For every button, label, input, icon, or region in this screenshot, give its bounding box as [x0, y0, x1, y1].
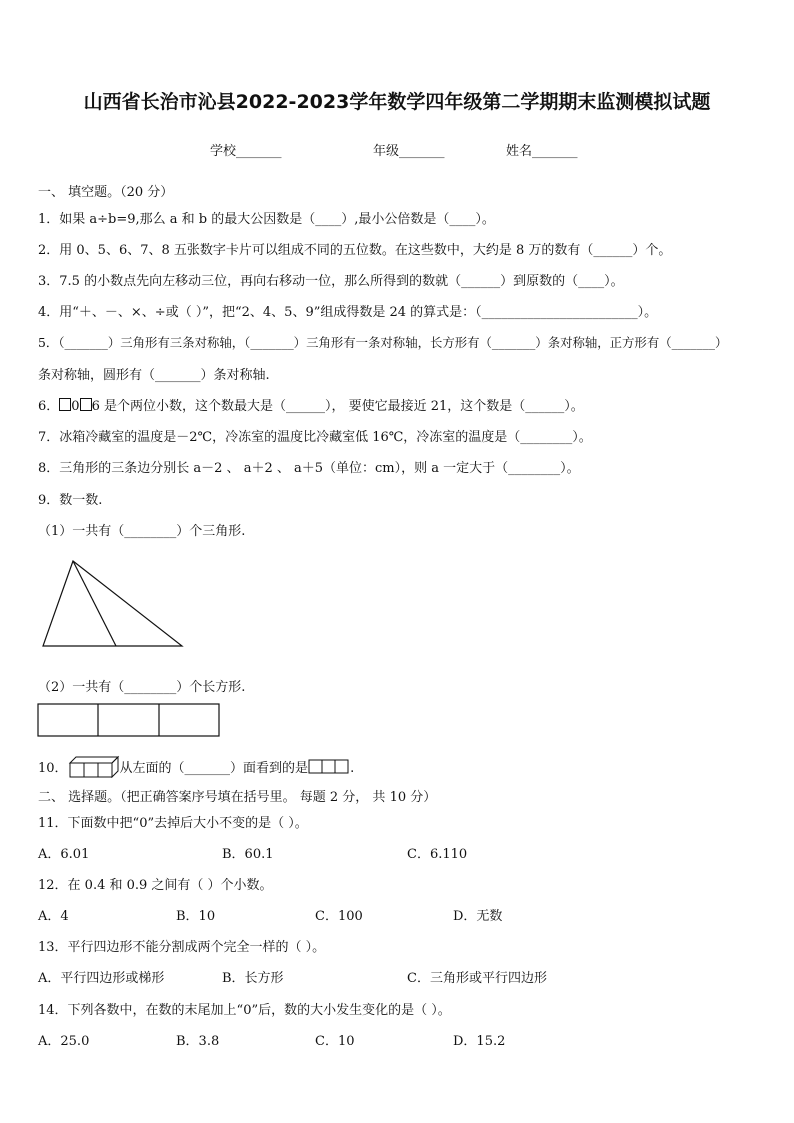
- side-view-icon: [308, 759, 350, 774]
- question-13-option-b: B．长方形: [222, 971, 284, 986]
- question-12-option-d: D．无数: [453, 909, 503, 924]
- question-9-part-1: （1）一共有（________）个三角形.: [38, 524, 246, 539]
- question-5-line-2: 条对称轴，圆形有（_______）条对称轴.: [38, 368, 270, 383]
- question-6-number: 6．: [38, 399, 60, 414]
- section-1-heading: 一、 填空题。（20 分）: [38, 185, 174, 200]
- question-14-option-b: B．3.8: [176, 1034, 220, 1049]
- question-12: 12．在 0.4 和 0.9 之间有（ ）个小数。: [38, 878, 273, 893]
- question-12-option-a: A．4: [38, 909, 69, 924]
- question-10-period: .: [350, 761, 355, 776]
- name-label: 姓名: [506, 144, 533, 159]
- question-5-line-1: 5．（_______）三角形有三条对称轴，（_______）三角形有一条对称轴，长方形有（_______）条对称轴，正方形有（_______）: [38, 335, 728, 350]
- question-11-option-c: C．6.110: [407, 847, 468, 862]
- question-12-option-b: B．10: [176, 909, 216, 924]
- question-13: 13．平行四边形不能分割成两个完全一样的（ ）。: [38, 940, 326, 955]
- question-6: [38, 395, 584, 414]
- question-14-option-a: A．25.0: [38, 1034, 90, 1049]
- question-11-option-b: B．60.1: [222, 847, 274, 862]
- question-8: 8．三角形的三条边分别长 a－2 、 a＋2 、 a＋5（单位：cm），则 a 一定大于（________）。: [38, 461, 580, 476]
- outer-triangle: [43, 561, 182, 646]
- question-6-text: 6 是个两位小数，这个数最大是（______）， 要使它最接近 21，这个数是（______）。: [91, 399, 584, 414]
- question-9: 9．数一数.: [38, 493, 103, 508]
- question-3: 3．7.5 的小数点先向左移动三位，再向右移动一位，那么所得到的数就（______）到原数的（____）。: [38, 274, 624, 289]
- inner-line: [73, 561, 116, 646]
- section-2-heading: 二、 选择题。（把正确答案序号填在括号里。 每题 2 分， 共 10 分）: [38, 790, 437, 805]
- question-13-option-a: A．平行四边形或梯形: [38, 971, 165, 986]
- question-10-text: 从左面的（_______）面看到的是: [119, 761, 309, 776]
- grade-field: [373, 140, 445, 159]
- name-blank: _______: [532, 144, 578, 159]
- question-6-digit: 0: [71, 399, 80, 414]
- page-title: 山西省长治市沁县2022-2023学年数学四年级第二学期期末监测模拟试题: [83, 91, 711, 113]
- blank-box-icon: [80, 398, 92, 411]
- question-4: 4．用“＋、－、×、÷或（ ）”，把“2、4、5、9”组成得数是 24 的算式是：（________________________）。: [38, 305, 658, 320]
- question-11-option-a: A．6.01: [38, 847, 90, 862]
- grade-blank: _______: [399, 144, 445, 159]
- question-7: 7．冰箱冷藏室的温度是－2℃，冷冻室的温度比冷藏室低 16℃，冷冻室的温度是（________）。: [38, 430, 592, 445]
- question-14-option-c: C．10: [315, 1034, 355, 1049]
- outer-rectangle: [38, 704, 219, 736]
- question-1: 1．如果 a÷b=9,那么 a 和 b 的最大公因数是（____）,最小公倍数是（____）。: [38, 212, 495, 227]
- cube-stack-icon: [68, 754, 120, 778]
- school-field: [210, 140, 282, 159]
- question-14-option-d: D．15.2: [453, 1034, 506, 1049]
- question-9-part-2: （2）一共有（________）个长方形.: [38, 680, 246, 695]
- question-11: 11．下面数中把“0”去掉后大小不变的是（ ）。: [38, 816, 308, 831]
- blank-box-icon: [59, 398, 71, 411]
- question-12-option-c: C．100: [315, 909, 363, 924]
- question-10: [38, 754, 354, 778]
- question-10-number: 10．: [38, 761, 68, 776]
- school-blank: _______: [236, 144, 282, 159]
- rectangles-figure: [37, 703, 221, 737]
- question-13-option-c: C．三角形或平行四边形: [407, 971, 547, 986]
- question-2: 2．用 0、5、6、7、8 五张数字卡片可以组成不同的五位数。在这些数中，大约是 8 万的数有（______）个。: [38, 243, 672, 258]
- question-14: 14．下列各数中，在数的末尾加上“0”后，数的大小发生变化的是（ ）。: [38, 1003, 451, 1018]
- triangle-figure: [40, 557, 186, 651]
- name-field: [506, 140, 578, 159]
- school-label: 学校: [210, 144, 237, 159]
- grade-label: 年级: [373, 144, 400, 159]
